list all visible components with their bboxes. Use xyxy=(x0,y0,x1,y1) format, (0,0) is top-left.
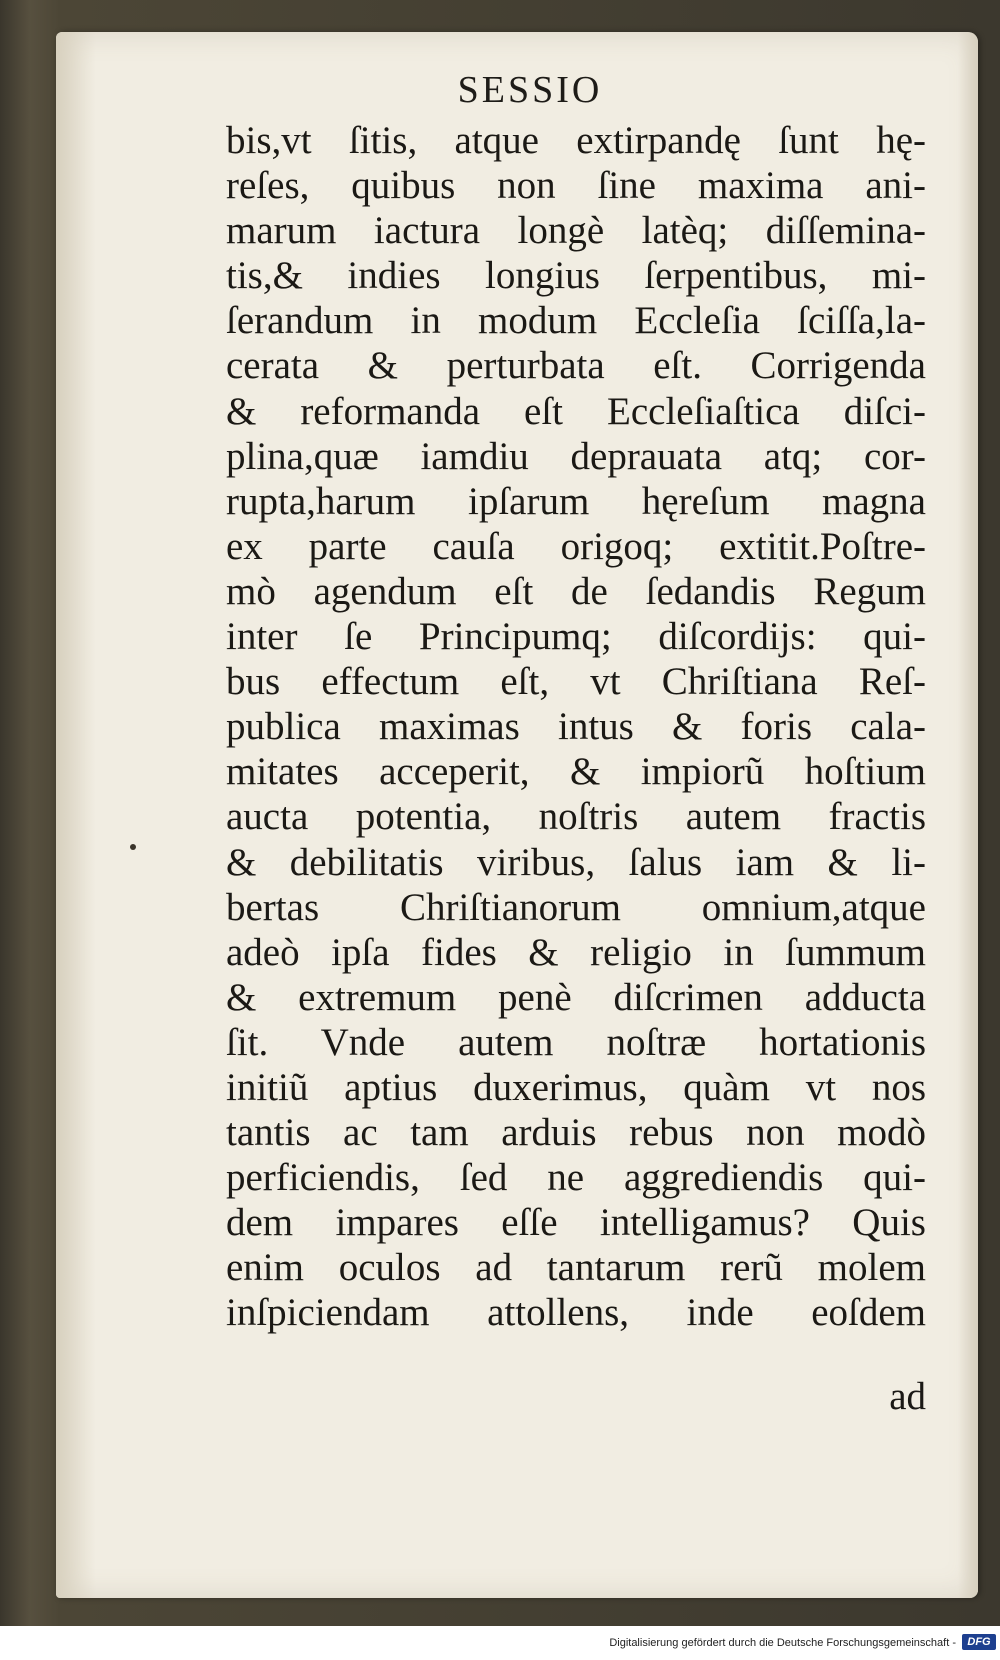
text-line: ex parte cauſa origoq; extitit.Poſtre- xyxy=(226,524,926,568)
page-gutter-shadow xyxy=(56,32,96,1598)
text-line: perficiendis, ſed ne aggrediendis qui- xyxy=(226,1156,926,1200)
text-line: cerata & perturbata eſt. Corrigenda xyxy=(226,344,926,388)
text-line: adeò ipſa fides & religio in ſummum xyxy=(226,930,926,974)
text-line: enim oculos ad tantarum rerũ molem xyxy=(226,1246,926,1290)
text-line: & debilitatis viribus, ſalus iam & li- xyxy=(226,840,926,884)
text-line: ſit. Vnde autem noſtræ hortationis xyxy=(226,1020,926,1064)
page-edge-shadow xyxy=(958,32,978,1598)
text-line: bis,vt ſitis, atque extirpandę ſunt hę- xyxy=(226,119,926,162)
text-line: aucta potentia, noſtris autem fractis xyxy=(226,795,926,839)
running-head: SESSIO xyxy=(457,69,603,111)
text-line: plina,quæ iamdiu deprauata atq; cor- xyxy=(226,434,926,478)
text-line: inſpiciendam attollens, inde eoſdem xyxy=(226,1291,926,1335)
dfg-logo: DFG xyxy=(962,1634,996,1650)
text-line: ſerandum in modum Eccleſia ſciſſa,la- xyxy=(226,299,926,343)
text-line: dem impares eſſe intelligamus? Quis xyxy=(226,1201,926,1245)
catchword: ad xyxy=(889,1375,926,1418)
text-line: tis,& indies longius ſerpentibus, mi- xyxy=(226,254,926,298)
text-line: mitates acceperit, & impiorũ hoſtium xyxy=(226,750,926,794)
text-line: inter ſe Principumq; diſcordijs: qui- xyxy=(226,615,926,659)
text-line: initiũ aptius duxerimus, quàm vt nos xyxy=(226,1065,926,1109)
digitization-credit: Digitalisierung gefördert durch die Deutsche Forschungsgemeinschaft - xyxy=(609,1637,956,1649)
text-line: & reformanda eſt Eccleſiaſtica diſci- xyxy=(226,389,926,433)
text-line: mò agendum eſt de ſedandis Regum xyxy=(226,569,926,613)
text-line: & extremum penè diſcrimen adducta xyxy=(226,975,926,1019)
text-line: bus effectum eſt, vt Chriſtiana Reſ- xyxy=(226,660,926,704)
text-line: reſes, quibus non ſine maxima ani- xyxy=(226,164,926,208)
text-line: tantis ac tam arduis rebus non modò xyxy=(226,1111,926,1155)
text-line: bertas Chriſtianorum omnium,atque xyxy=(226,885,926,929)
body-text xyxy=(226,118,926,1336)
text-line: rupta,harum ipſarum hęreſum magna xyxy=(226,479,926,523)
ink-spot xyxy=(130,844,136,850)
text-line: publica maximas intus & foris cala- xyxy=(226,705,926,749)
text-line: marum iactura longè latèq; diſſemina- xyxy=(226,209,926,253)
